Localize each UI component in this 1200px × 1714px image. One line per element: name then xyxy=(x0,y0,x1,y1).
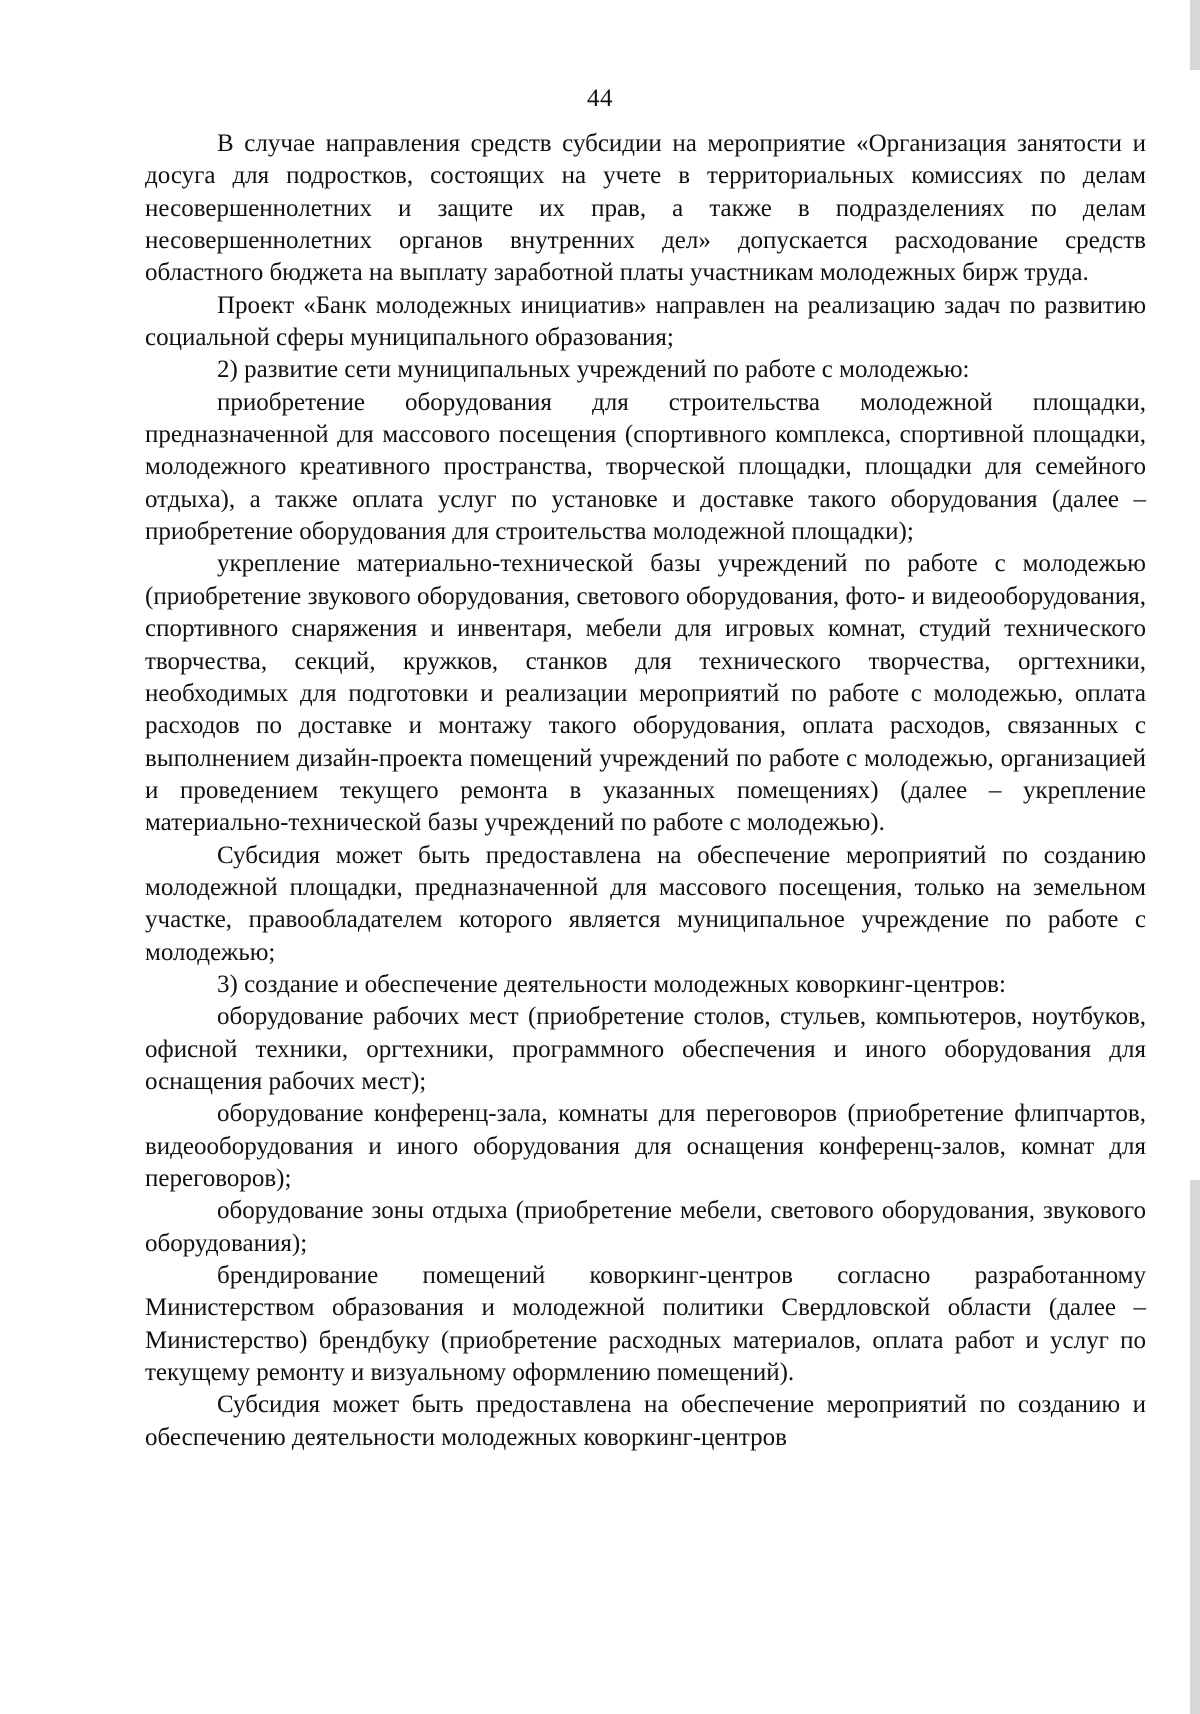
paragraph: укрепление материально-технической базы учреждений по работе с молодежью (приобретение звукового оборудования, светового оборудования, фото- и видеооборудования, спортивного снаряжения и инвентаря, мебели для игровых комнат, студий технического творчества, секций, кружков, станков для технического творчества, оргтехники, необходимых для подготовки и реализации мероприятий по работе с молодежью, оплата расходов по доставке и монтажу такого оборудования, оплата расходов, связанных с выполнением дизайн-проекта помещений учреждений по работе с молодежью, организацией и проведением текущего ремонта в указанных помещениях) (далее – укрепление материально-технической базы учреждений по работе с молодежью). xyxy=(145,550,1146,837)
document-body xyxy=(145,128,1146,1454)
scan-edge-shadow xyxy=(1190,1180,1200,1714)
paragraph: оборудование конференц-зала, комнаты для переговоров (приобретение флипчартов, видеооборудования и иного оборудования для оснащения конференц-залов, комнат для переговоров); xyxy=(145,1100,1146,1192)
paragraph: 2) развитие сети муниципальных учреждений по работе с молодежью: xyxy=(217,356,970,384)
paragraph: В случае направления средств субсидии на мероприятие «Организация занятости и досуга для подростков, состоящих на учете в территориальных комиссиях по делам несовершеннолетних и защите их прав, а также в подразделениях по делам несовершеннолетних органов внутренних дел» допускается расходование средств областного бюджета на выплату заработной платы участникам молодежных бирж труда. xyxy=(145,130,1146,287)
paragraph: оборудование зоны отдыха (приобретение мебели, светового оборудования, звукового оборудования); xyxy=(145,1197,1146,1257)
paragraph: Субсидия может быть предоставлена на обеспечение мероприятий по созданию молодежной площадки, предназначенной для массового посещения, только на земельном участке, правообладателем которого является муниципальное учреждение по работе с молодежью; xyxy=(145,841,1146,966)
paragraph: оборудование рабочих мест (приобретение столов, стульев, компьютеров, ноутбуков, офисной техники, оргтехники, программного обеспечения и иного оборудования для оснащения рабочих мест); xyxy=(145,1003,1146,1095)
paragraph: приобретение оборудования для строительства молодежной площадки, предназначенной для массового посещения (спортивного комплекса, спортивной площадки, молодежного креативного пространства, творческой площадки, площадки для семейного отдыха), а также оплата услуг по установке и доставке такого оборудования (далее – приобретение оборудования для строительства молодежной площадки); xyxy=(145,388,1146,546)
paragraph: Проект «Банк молодежных инициатив» направлен на реализацию задач по развитию социальной сферы муниципального образования; xyxy=(145,291,1146,352)
page-number: 44 xyxy=(587,85,613,112)
paragraph: брендирование помещений коворкинг-центров согласно разработанному Министерством образования и молодежной политики Свердловской области (далее – Министерство) брендбуку (приобретение расходных материалов, оплата работ и услуг по текущему ремонту и визуальному оформлению помещений). xyxy=(145,1262,1146,1387)
scan-edge-shadow xyxy=(1190,0,1200,70)
paragraph: Субсидия может быть предоставлена на обеспечение мероприятий по созданию и обеспечению деятельности молодежных коворкинг-центров xyxy=(145,1391,1146,1451)
paragraph: 3) создание и обеспечение деятельности молодежных коворкинг-центров: xyxy=(217,970,1006,998)
